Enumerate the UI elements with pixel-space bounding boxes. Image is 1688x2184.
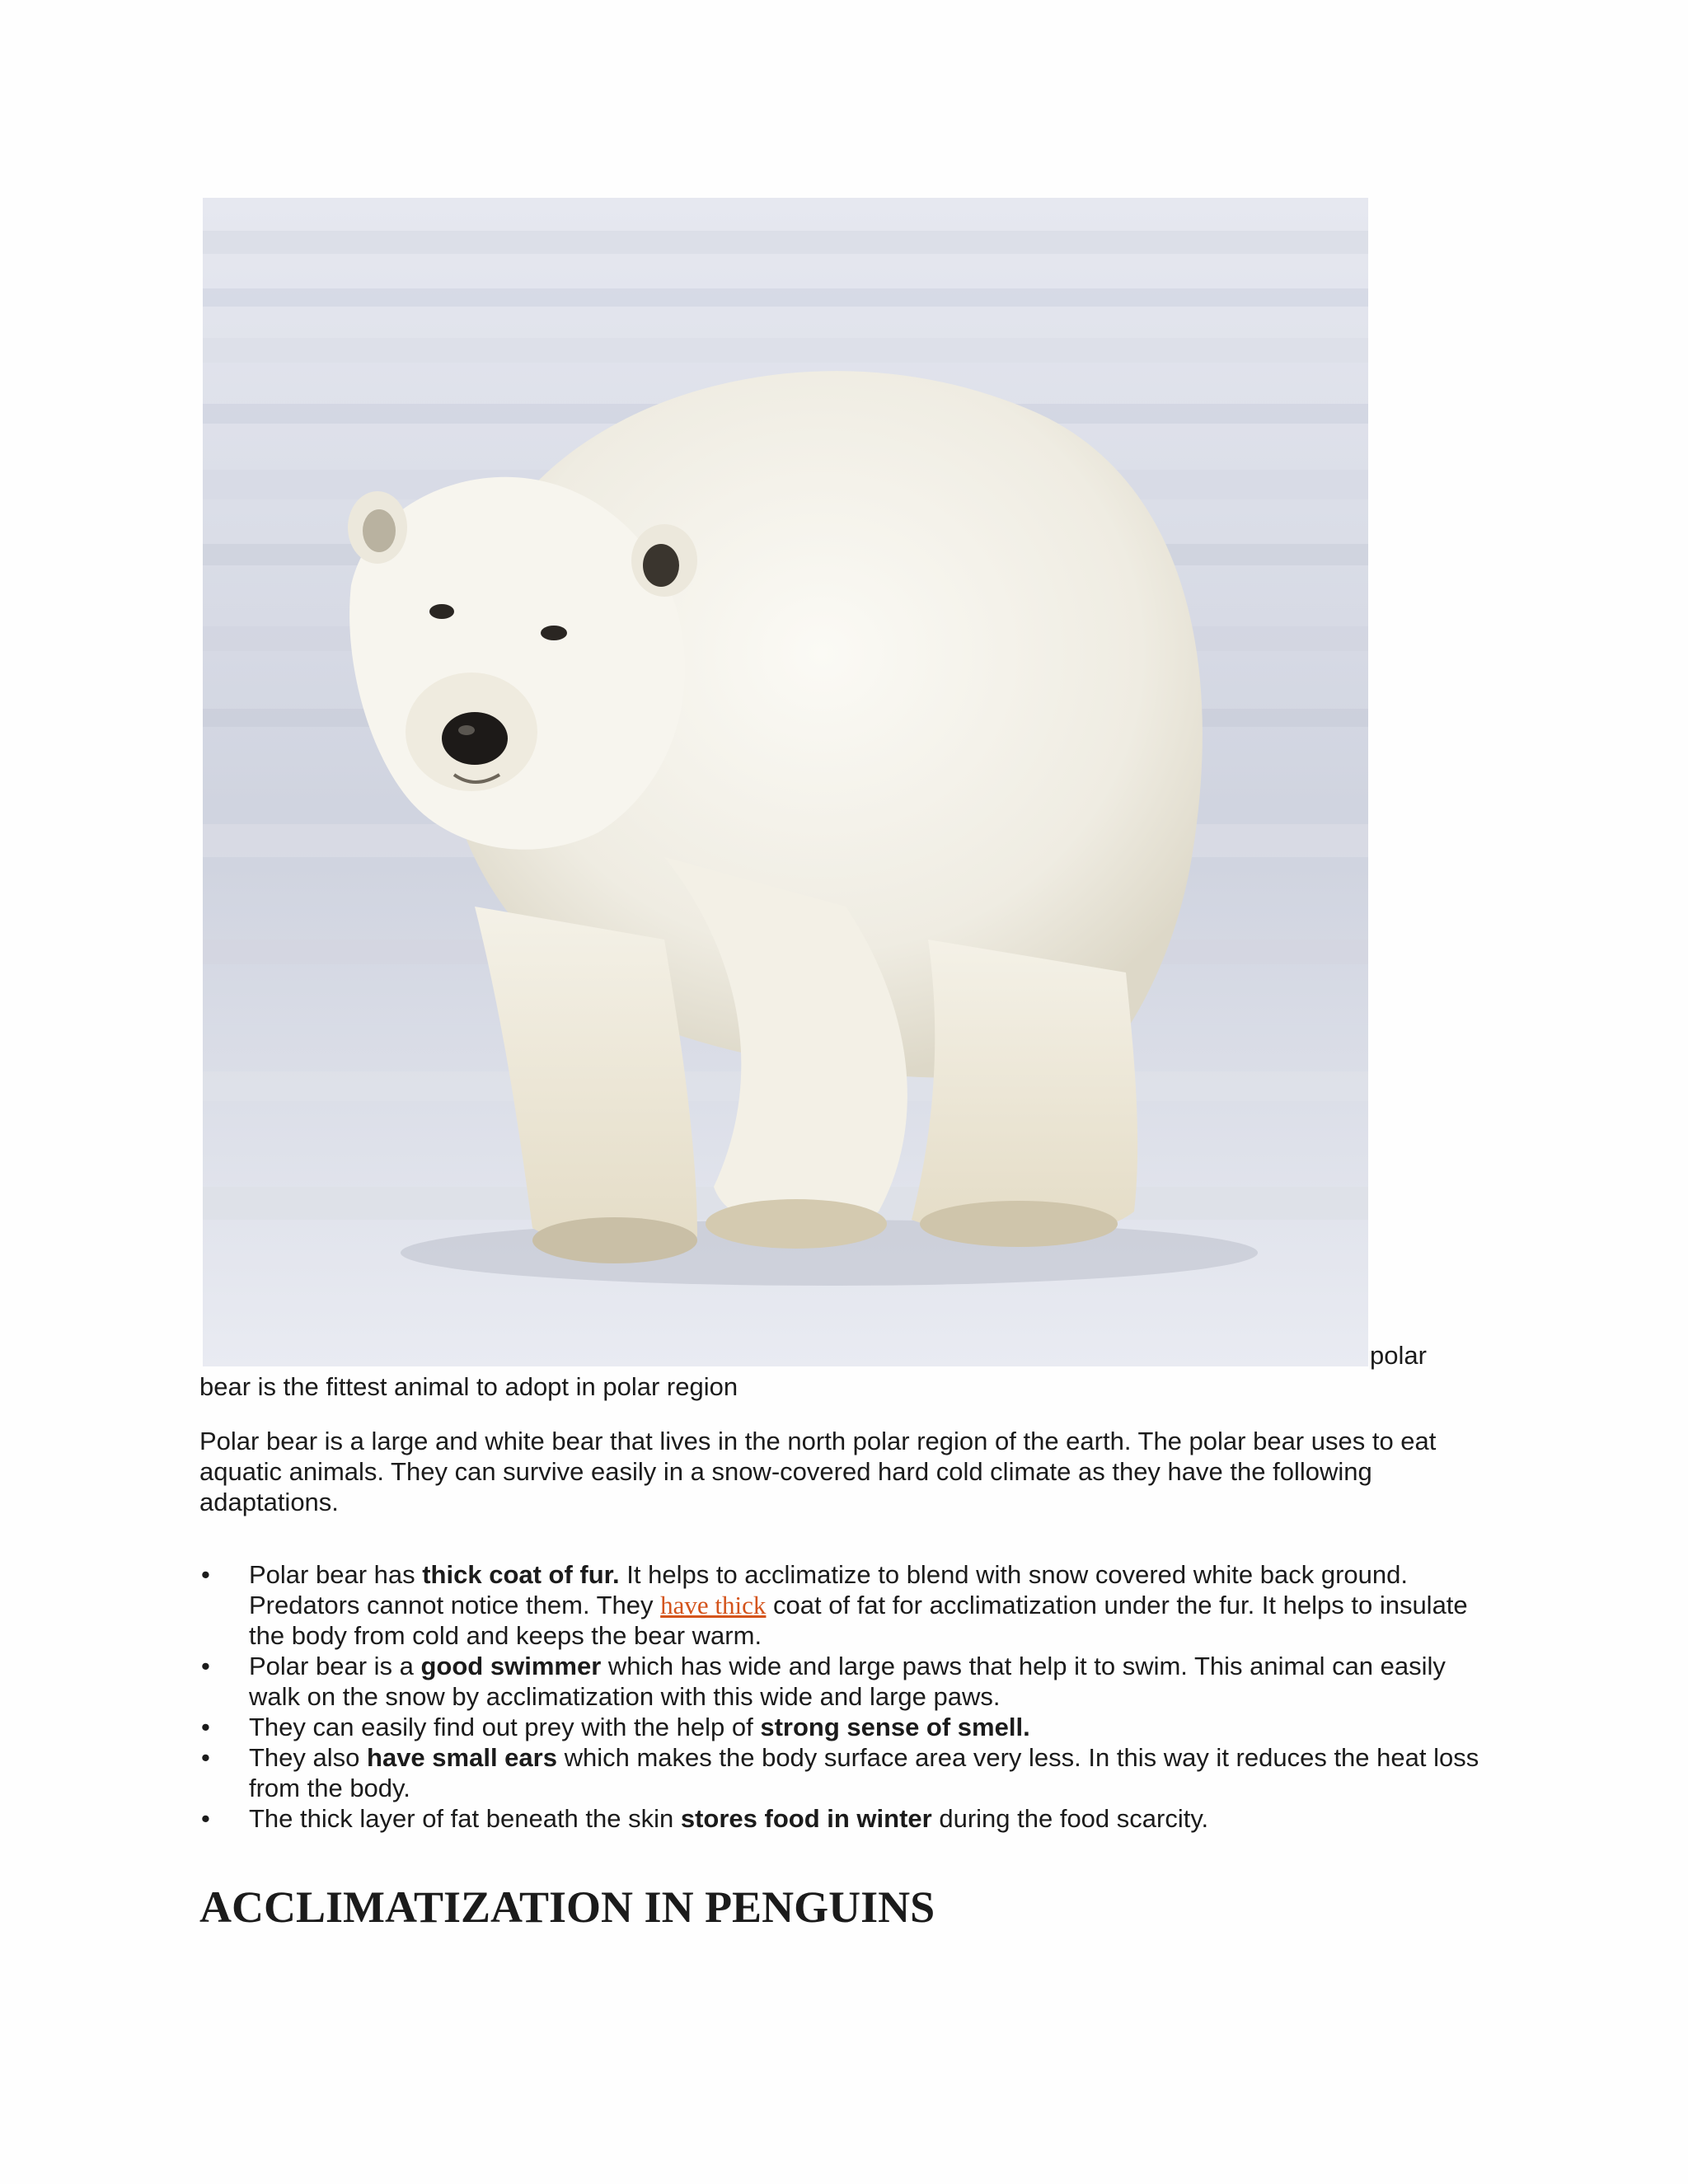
bullet-text: which makes the body surface area very less. In this way it reduces the heat loss from the body. (249, 1743, 1479, 1802)
bullet-bold-text: have small ears (367, 1743, 557, 1772)
bullet-text: during the food scarcity. (931, 1804, 1209, 1833)
have-thick-link[interactable]: have thick (660, 1591, 767, 1619)
polar-bear-image (203, 198, 1368, 1366)
polar-bear-illustration (203, 198, 1368, 1366)
bullet-text: which has wide and large paws that help it to swim. This animal can easily walk on the snow by acclimatization with this wide and large paws. (249, 1652, 1446, 1711)
bullet-text: They can easily find out prey with the help of (249, 1713, 761, 1741)
list-item (199, 1559, 1502, 1651)
bullet-marker: • (201, 1652, 210, 1680)
bullet-bold-text: strong sense of smell. (760, 1713, 1030, 1741)
bullet-text: It helps to acclimatize to blend with snow covered white back ground. Predators cannot notice them. They (249, 1560, 1408, 1619)
adaptations-list (199, 1559, 1502, 1834)
caption-line-1: polar (1370, 1341, 1427, 1370)
bullet-text: They also (249, 1743, 368, 1772)
list-item (199, 1712, 1502, 1742)
section-heading: ACCLIMATIZATION IN PENGUINS (199, 1882, 935, 1932)
bullet-bold-text: thick coat of fur. (422, 1560, 620, 1589)
bullet-text: Polar bear is a (249, 1652, 421, 1680)
bullet-marker: • (201, 1560, 210, 1589)
list-item (199, 1651, 1502, 1712)
bullet-marker: • (201, 1804, 210, 1833)
caption-line-2: bear is the fittest animal to adopt in polar region (199, 1372, 738, 1401)
bullet-bold-text: stores food in winter (680, 1804, 932, 1833)
bullet-text: coat of fat for acclimatization under the fur. It helps to insulate the body from cold and keeps the bear warm. (249, 1591, 1468, 1650)
bullet-text: The thick layer of fat beneath the skin (249, 1804, 681, 1833)
bullet-bold-text: good swimmer (420, 1652, 602, 1680)
intro-paragraph: Polar bear is a large and white bear that lives in the north polar region of the earth. The polar bear uses to eat aquatic animals. They can survive easily in a snow-covered hard cold climate as they have the following adaptations. (199, 1427, 1437, 1516)
bullet-marker: • (201, 1713, 210, 1741)
list-item (199, 1803, 1502, 1834)
list-item (199, 1742, 1502, 1803)
bullet-marker: • (201, 1743, 210, 1772)
bullet-text: Polar bear has (249, 1560, 423, 1589)
